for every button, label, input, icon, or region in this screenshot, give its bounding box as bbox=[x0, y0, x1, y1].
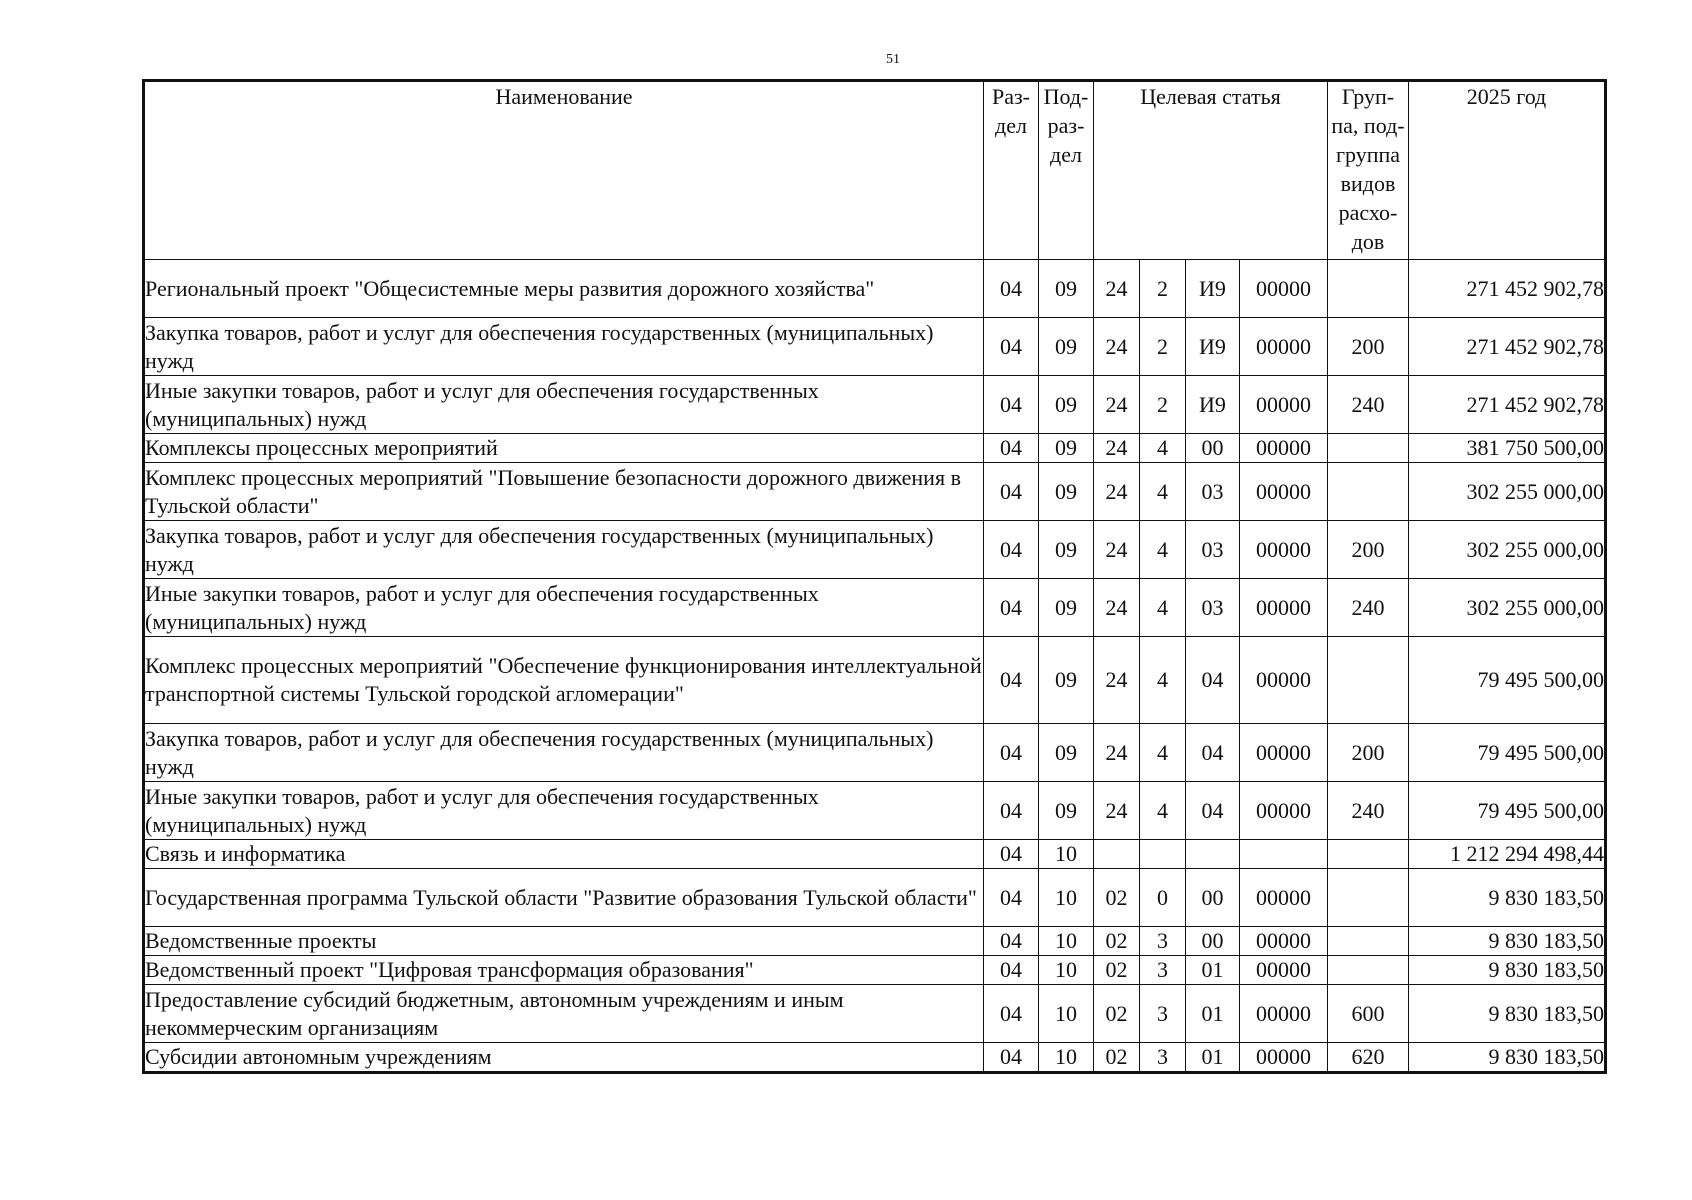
row-target-4: 00000 bbox=[1240, 318, 1328, 376]
row-name: Государственная программа Тульской области "Развитие образования Тульской области" bbox=[144, 869, 984, 927]
row-target-3: 03 bbox=[1186, 463, 1240, 521]
row-razdel: 04 bbox=[984, 376, 1039, 434]
row-name: Ведомственные проекты bbox=[144, 927, 984, 956]
row-target-2: 2 bbox=[1140, 376, 1186, 434]
row-podrazdel: 09 bbox=[1039, 434, 1094, 463]
row-target-3 bbox=[1186, 840, 1240, 869]
row-amount: 79 495 500,00 bbox=[1409, 637, 1606, 724]
row-group bbox=[1328, 840, 1409, 869]
row-podrazdel: 09 bbox=[1039, 724, 1094, 782]
row-podrazdel: 10 bbox=[1039, 927, 1094, 956]
row-name: Иные закупки товаров, работ и услуг для обеспечения государственных (муниципальных) нужд bbox=[144, 579, 984, 637]
row-target-2: 2 bbox=[1140, 318, 1186, 376]
row-amount: 79 495 500,00 bbox=[1409, 724, 1606, 782]
row-podrazdel: 09 bbox=[1039, 463, 1094, 521]
row-podrazdel: 10 bbox=[1039, 1043, 1094, 1073]
row-target-3: 00 bbox=[1186, 927, 1240, 956]
table-row bbox=[144, 985, 1606, 1043]
row-target-4 bbox=[1240, 840, 1328, 869]
row-target-2: 4 bbox=[1140, 782, 1186, 840]
row-group bbox=[1328, 637, 1409, 724]
row-group: 240 bbox=[1328, 376, 1409, 434]
row-target-4: 00000 bbox=[1240, 724, 1328, 782]
row-group bbox=[1328, 869, 1409, 927]
row-podrazdel: 09 bbox=[1039, 782, 1094, 840]
row-target-2 bbox=[1140, 840, 1186, 869]
row-group: 620 bbox=[1328, 1043, 1409, 1073]
row-target-4: 00000 bbox=[1240, 260, 1328, 318]
table-row bbox=[144, 724, 1606, 782]
row-target-2: 4 bbox=[1140, 579, 1186, 637]
row-target-4: 00000 bbox=[1240, 579, 1328, 637]
row-razdel: 04 bbox=[984, 1043, 1039, 1073]
row-podrazdel: 09 bbox=[1039, 637, 1094, 724]
row-name: Предоставление субсидий бюджетным, автономным учреждениям и иным некоммерческим организациям bbox=[144, 985, 984, 1043]
table-row bbox=[144, 521, 1606, 579]
table-row bbox=[144, 637, 1606, 724]
table-row bbox=[144, 869, 1606, 927]
row-target-3: 01 bbox=[1186, 985, 1240, 1043]
row-razdel: 04 bbox=[984, 985, 1039, 1043]
row-razdel: 04 bbox=[984, 434, 1039, 463]
row-target-3: 00 bbox=[1186, 434, 1240, 463]
row-razdel: 04 bbox=[984, 956, 1039, 985]
row-target-2: 4 bbox=[1140, 463, 1186, 521]
row-target-4: 00000 bbox=[1240, 927, 1328, 956]
row-target-3: 04 bbox=[1186, 637, 1240, 724]
row-target-4: 00000 bbox=[1240, 956, 1328, 985]
row-group: 240 bbox=[1328, 579, 1409, 637]
page-number: 51 bbox=[886, 52, 900, 67]
header-target-article: Целевая статья bbox=[1094, 81, 1328, 260]
row-target-2: 2 bbox=[1140, 260, 1186, 318]
row-name: Комплекс процессных мероприятий "Обеспечение функционирования интеллектуальной транспортной системы Тульской городской агломерации" bbox=[144, 637, 984, 724]
row-target-3: 00 bbox=[1186, 869, 1240, 927]
header-row bbox=[144, 81, 1606, 260]
row-name: Иные закупки товаров, работ и услуг для обеспечения государственных (муниципальных) нужд bbox=[144, 782, 984, 840]
row-target-1: 24 bbox=[1094, 463, 1140, 521]
row-target-2: 3 bbox=[1140, 1043, 1186, 1073]
row-name: Субсидии автономным учреждениям bbox=[144, 1043, 984, 1073]
row-target-4: 00000 bbox=[1240, 376, 1328, 434]
table-row bbox=[144, 463, 1606, 521]
row-group: 240 bbox=[1328, 782, 1409, 840]
row-target-3: 03 bbox=[1186, 579, 1240, 637]
row-amount: 381 750 500,00 bbox=[1409, 434, 1606, 463]
row-razdel: 04 bbox=[984, 869, 1039, 927]
row-podrazdel: 10 bbox=[1039, 956, 1094, 985]
row-target-1: 02 bbox=[1094, 869, 1140, 927]
row-amount: 9 830 183,50 bbox=[1409, 1043, 1606, 1073]
row-target-2: 4 bbox=[1140, 724, 1186, 782]
row-amount: 1 212 294 498,44 bbox=[1409, 840, 1606, 869]
header-podrazdel: Под- раз- дел bbox=[1039, 81, 1094, 260]
row-podrazdel: 09 bbox=[1039, 521, 1094, 579]
row-group bbox=[1328, 463, 1409, 521]
row-amount: 271 452 902,78 bbox=[1409, 260, 1606, 318]
row-target-4: 00000 bbox=[1240, 985, 1328, 1043]
table-row bbox=[144, 840, 1606, 869]
header-expense-group: Груп- па, под- группа видов расхо- дов bbox=[1328, 81, 1409, 260]
row-name: Региональный проект "Общесистемные меры развития дорожного хозяйства" bbox=[144, 260, 984, 318]
row-razdel: 04 bbox=[984, 521, 1039, 579]
row-target-4: 00000 bbox=[1240, 463, 1328, 521]
row-target-1: 24 bbox=[1094, 376, 1140, 434]
header-name: Наименование bbox=[144, 81, 984, 260]
row-target-3: 04 bbox=[1186, 724, 1240, 782]
table-body bbox=[144, 260, 1606, 1073]
row-target-4: 00000 bbox=[1240, 434, 1328, 463]
row-target-3: И9 bbox=[1186, 376, 1240, 434]
row-name: Ведомственный проект "Цифровая трансформация образования" bbox=[144, 956, 984, 985]
row-target-2: 3 bbox=[1140, 927, 1186, 956]
row-amount: 271 452 902,78 bbox=[1409, 376, 1606, 434]
row-target-4: 00000 bbox=[1240, 1043, 1328, 1073]
table-row bbox=[144, 260, 1606, 318]
row-razdel: 04 bbox=[984, 927, 1039, 956]
row-group: 600 bbox=[1328, 985, 1409, 1043]
row-amount: 302 255 000,00 bbox=[1409, 463, 1606, 521]
row-amount: 302 255 000,00 bbox=[1409, 579, 1606, 637]
row-amount: 79 495 500,00 bbox=[1409, 782, 1606, 840]
row-target-4: 00000 bbox=[1240, 521, 1328, 579]
row-target-4: 00000 bbox=[1240, 869, 1328, 927]
row-target-1: 24 bbox=[1094, 318, 1140, 376]
row-target-1: 24 bbox=[1094, 724, 1140, 782]
row-razdel: 04 bbox=[984, 318, 1039, 376]
row-target-2: 4 bbox=[1140, 521, 1186, 579]
table-row bbox=[144, 376, 1606, 434]
row-target-3: И9 bbox=[1186, 260, 1240, 318]
row-amount: 9 830 183,50 bbox=[1409, 927, 1606, 956]
row-amount: 9 830 183,50 bbox=[1409, 985, 1606, 1043]
row-target-1: 24 bbox=[1094, 579, 1140, 637]
row-razdel: 04 bbox=[984, 260, 1039, 318]
row-group: 200 bbox=[1328, 724, 1409, 782]
row-razdel: 04 bbox=[984, 579, 1039, 637]
row-target-3: 01 bbox=[1186, 956, 1240, 985]
row-target-3: И9 bbox=[1186, 318, 1240, 376]
row-target-4: 00000 bbox=[1240, 782, 1328, 840]
row-target-4: 00000 bbox=[1240, 637, 1328, 724]
row-group bbox=[1328, 956, 1409, 985]
row-amount: 9 830 183,50 bbox=[1409, 869, 1606, 927]
row-razdel: 04 bbox=[984, 463, 1039, 521]
row-podrazdel: 09 bbox=[1039, 260, 1094, 318]
table-row bbox=[144, 434, 1606, 463]
row-podrazdel: 09 bbox=[1039, 318, 1094, 376]
row-razdel: 04 bbox=[984, 724, 1039, 782]
budget-table bbox=[142, 79, 1607, 1074]
row-target-1: 24 bbox=[1094, 637, 1140, 724]
row-razdel: 04 bbox=[984, 840, 1039, 869]
row-target-1: 02 bbox=[1094, 927, 1140, 956]
row-razdel: 04 bbox=[984, 637, 1039, 724]
row-amount: 271 452 902,78 bbox=[1409, 318, 1606, 376]
row-name: Закупка товаров, работ и услуг для обеспечения государственных (муниципальных) нужд bbox=[144, 318, 984, 376]
row-target-1: 24 bbox=[1094, 434, 1140, 463]
row-target-3: 01 bbox=[1186, 1043, 1240, 1073]
table-row bbox=[144, 318, 1606, 376]
row-podrazdel: 09 bbox=[1039, 579, 1094, 637]
table-row bbox=[144, 579, 1606, 637]
row-name: Закупка товаров, работ и услуг для обеспечения государственных (муниципальных) нужд bbox=[144, 724, 984, 782]
row-target-3: 03 bbox=[1186, 521, 1240, 579]
row-podrazdel: 10 bbox=[1039, 985, 1094, 1043]
row-target-2: 4 bbox=[1140, 434, 1186, 463]
row-group: 200 bbox=[1328, 318, 1409, 376]
table-row bbox=[144, 927, 1606, 956]
row-target-1 bbox=[1094, 840, 1140, 869]
header-razdel: Раз- дел bbox=[984, 81, 1039, 260]
row-target-1: 24 bbox=[1094, 521, 1140, 579]
table-row bbox=[144, 1043, 1606, 1073]
row-podrazdel: 09 bbox=[1039, 376, 1094, 434]
row-name: Закупка товаров, работ и услуг для обеспечения государственных (муниципальных) нужд bbox=[144, 521, 984, 579]
row-name: Иные закупки товаров, работ и услуг для обеспечения государственных (муниципальных) нужд bbox=[144, 376, 984, 434]
row-amount: 302 255 000,00 bbox=[1409, 521, 1606, 579]
header-year-2025: 2025 год bbox=[1409, 81, 1606, 260]
table-row bbox=[144, 782, 1606, 840]
row-target-2: 4 bbox=[1140, 637, 1186, 724]
row-podrazdel: 10 bbox=[1039, 869, 1094, 927]
row-group: 200 bbox=[1328, 521, 1409, 579]
row-target-1: 02 bbox=[1094, 1043, 1140, 1073]
row-group bbox=[1328, 260, 1409, 318]
row-target-1: 02 bbox=[1094, 985, 1140, 1043]
row-target-1: 24 bbox=[1094, 260, 1140, 318]
row-name: Комплекс процессных мероприятий "Повышение безопасности дорожного движения в Тульской области" bbox=[144, 463, 984, 521]
row-group bbox=[1328, 927, 1409, 956]
row-target-1: 02 bbox=[1094, 956, 1140, 985]
row-razdel: 04 bbox=[984, 782, 1039, 840]
row-target-2: 0 bbox=[1140, 869, 1186, 927]
row-target-2: 3 bbox=[1140, 956, 1186, 985]
row-name: Связь и информатика bbox=[144, 840, 984, 869]
row-target-1: 24 bbox=[1094, 782, 1140, 840]
row-target-2: 3 bbox=[1140, 985, 1186, 1043]
row-target-3: 04 bbox=[1186, 782, 1240, 840]
table-row bbox=[144, 956, 1606, 985]
row-group bbox=[1328, 434, 1409, 463]
row-amount: 9 830 183,50 bbox=[1409, 956, 1606, 985]
row-podrazdel: 10 bbox=[1039, 840, 1094, 869]
row-name: Комплексы процессных мероприятий bbox=[144, 434, 984, 463]
